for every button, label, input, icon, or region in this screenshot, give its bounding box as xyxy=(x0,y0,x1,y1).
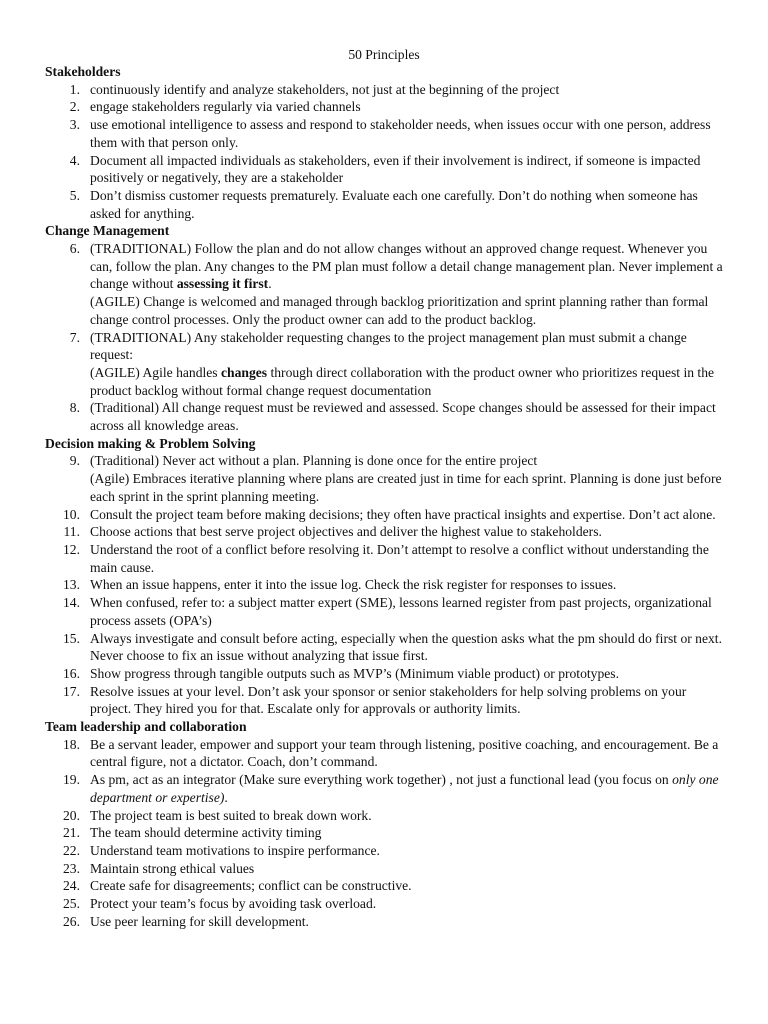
list-item xyxy=(45,116,727,151)
item-text: (Traditional) All change request must be reviewed and assessed. Scope changes should be assessed for their impact across all knowledge areas. xyxy=(90,400,716,434)
section-heading: Decision making & Problem Solving xyxy=(45,435,256,451)
item-text: (Traditional) Never act without a plan. Planning is done once for the entire project xyxy=(90,453,538,469)
item-number: 5. xyxy=(69,187,80,203)
item-text: use emotional intelligence to assess and respond to stakeholder needs, when issues occur with one person, address them with that person only. xyxy=(90,117,711,150)
item-number: 7. xyxy=(69,329,80,345)
item-text-segment: . xyxy=(268,276,272,292)
item-number: 3. xyxy=(69,117,80,133)
list-item xyxy=(45,541,727,576)
item-number: 19. xyxy=(63,772,80,788)
list-item xyxy=(45,771,727,806)
item-number: 23. xyxy=(63,860,80,876)
item-text: Be a servant leader, empower and support your team through listening, positive coaching, and encouragement. Be a central figure, not a dictator. Coach, don’t command. xyxy=(90,736,719,770)
item-text xyxy=(90,771,727,806)
item-number: 13. xyxy=(63,577,80,593)
item-text: When confused, refer to: a subject matter expert (SME), lessons learned register from past projects, organizational process assets (OPA’s) xyxy=(90,595,712,628)
item-number: 25. xyxy=(63,896,80,912)
document-body xyxy=(45,63,727,930)
item-text: Understand the root of a conflict before resolving it. Don’t attempt to resolve a conflict without understanding the main cause. xyxy=(90,541,709,575)
list-item xyxy=(45,807,727,825)
item-text: The team should determine activity timing xyxy=(90,825,322,841)
list-item xyxy=(45,824,727,842)
list-item xyxy=(45,576,727,594)
list-item xyxy=(45,187,727,222)
item-text-segment: (TRADITIONAL) Follow the plan and do not allow changes without an approved change request. Whenever you can, follow the plan. Any changes to the PM plan must follow a detail change management plan. Never implement a change without xyxy=(90,241,723,292)
list-item xyxy=(45,842,727,860)
list-item xyxy=(45,240,727,329)
list-item xyxy=(45,683,727,718)
list-item xyxy=(45,81,727,99)
item-text: Consult the project team before making decisions; they often have practical insights and expertise. Don’t act alone. xyxy=(90,506,716,522)
item-text-segment: . xyxy=(224,789,228,805)
italic-emphasis: only one department or expertise) xyxy=(90,772,719,805)
item-text: continuously identify and analyze stakeholders, not just at the beginning of the project xyxy=(90,81,560,97)
list-item xyxy=(45,399,727,434)
list-item xyxy=(45,895,727,913)
item-number: 21. xyxy=(63,825,80,841)
item-number: 9. xyxy=(69,453,80,469)
item-text: (AGILE) Change is welcomed and managed through backlog prioritization and sprint planning rather than formal change control processes. Only the product owner can add to the product backlog. xyxy=(90,294,709,327)
item-text: Understand team motivations to inspire performance. xyxy=(90,842,380,858)
list-item xyxy=(45,152,727,187)
item-text-segment: through direct collaboration with the product owner who prioritizes request in the product backlog without formal change request documentation xyxy=(90,364,715,398)
item-text: Always investigate and consult before acting, especially when the question asks what the pm should do first or next. Never choose to fix an issue without analyzing that issue first. xyxy=(90,630,722,664)
list-item xyxy=(45,506,727,524)
list-item xyxy=(45,665,727,683)
item-text-segment: As pm, act as an integrator (Make sure everything work together) , not just a functional lead (you focus on xyxy=(90,772,673,788)
bold-emphasis: assessing it first xyxy=(176,276,269,292)
item-number: 4. xyxy=(69,152,80,168)
list-item xyxy=(45,98,727,116)
list-item xyxy=(45,452,727,505)
item-text: (TRADITIONAL) Any stakeholder requesting changes to the project management plan must submit a change request: xyxy=(90,329,687,363)
list-item xyxy=(45,860,727,878)
list-item xyxy=(45,523,727,541)
item-text: engage stakeholders regularly via varied channels xyxy=(90,99,361,115)
list-item xyxy=(45,877,727,895)
item-text: When an issue happens, enter it into the issue log. Check the risk register for responses to issues. xyxy=(90,577,617,593)
item-number: 15. xyxy=(63,630,80,646)
item-text: Choose actions that best serve project objectives and deliver the highest value to stakeholders. xyxy=(90,524,602,540)
item-number: 8. xyxy=(69,400,80,416)
item-number: 12. xyxy=(63,541,80,557)
item-text: Show progress through tangible outputs such as MVP’s (Minimum viable product) or prototypes. xyxy=(90,665,619,681)
item-text: Use peer learning for skill development. xyxy=(90,913,309,929)
item-number: 2. xyxy=(69,99,80,115)
item-text xyxy=(90,240,727,293)
document-title: 50 Principles xyxy=(348,47,420,62)
item-text-segment: (AGILE) Agile handles xyxy=(90,364,221,380)
item-number: 1. xyxy=(69,81,80,97)
item-number: 10. xyxy=(63,506,80,522)
section-heading: Stakeholders xyxy=(45,64,121,79)
section-heading: Change Management xyxy=(45,223,170,239)
list-item xyxy=(45,913,727,931)
item-number: 16. xyxy=(63,665,80,681)
item-number: 18. xyxy=(63,736,80,752)
list-item xyxy=(45,329,727,400)
item-number: 11. xyxy=(63,524,80,540)
list-item xyxy=(45,594,727,629)
item-number: 20. xyxy=(63,807,80,823)
item-text: Create safe for disagreements; conflict can be constructive. xyxy=(90,878,412,894)
item-text: (Agile) Embraces iterative planning where plans are created just in time for each sprint. Planning is done just before each sprint in the sprint planning meeting. xyxy=(90,471,722,504)
item-text: Protect your team’s focus by avoiding task overload. xyxy=(90,896,377,912)
bold-emphasis: changes xyxy=(221,364,268,380)
item-number: 24. xyxy=(63,878,80,894)
item-number: 22. xyxy=(63,842,80,858)
item-number: 14. xyxy=(63,595,80,611)
item-text: Don’t dismiss customer requests prematurely. Evaluate each one carefully. Don’t do nothing when someone has asked for anything. xyxy=(90,187,698,221)
item-number: 6. xyxy=(69,241,80,257)
item-number: 26. xyxy=(63,913,80,929)
item-text: Document all impacted individuals as stakeholders, even if their involvement is indirect, if someone is impacted positively or negatively, they are a stakeholder xyxy=(90,152,701,186)
section-heading: Team leadership and collaboration xyxy=(45,719,247,735)
item-text: Maintain strong ethical values xyxy=(90,860,255,876)
item-text: The project team is best suited to break down work. xyxy=(90,807,372,823)
item-number: 17. xyxy=(63,683,80,699)
list-item xyxy=(45,630,727,665)
list-item xyxy=(45,736,727,771)
item-text: Resolve issues at your level. Don’t ask your sponsor or senior stakeholders for help solving problems on your project. They hired you for that. Escalate only for approvals or authority limits. xyxy=(90,683,687,717)
item-text xyxy=(90,364,727,399)
